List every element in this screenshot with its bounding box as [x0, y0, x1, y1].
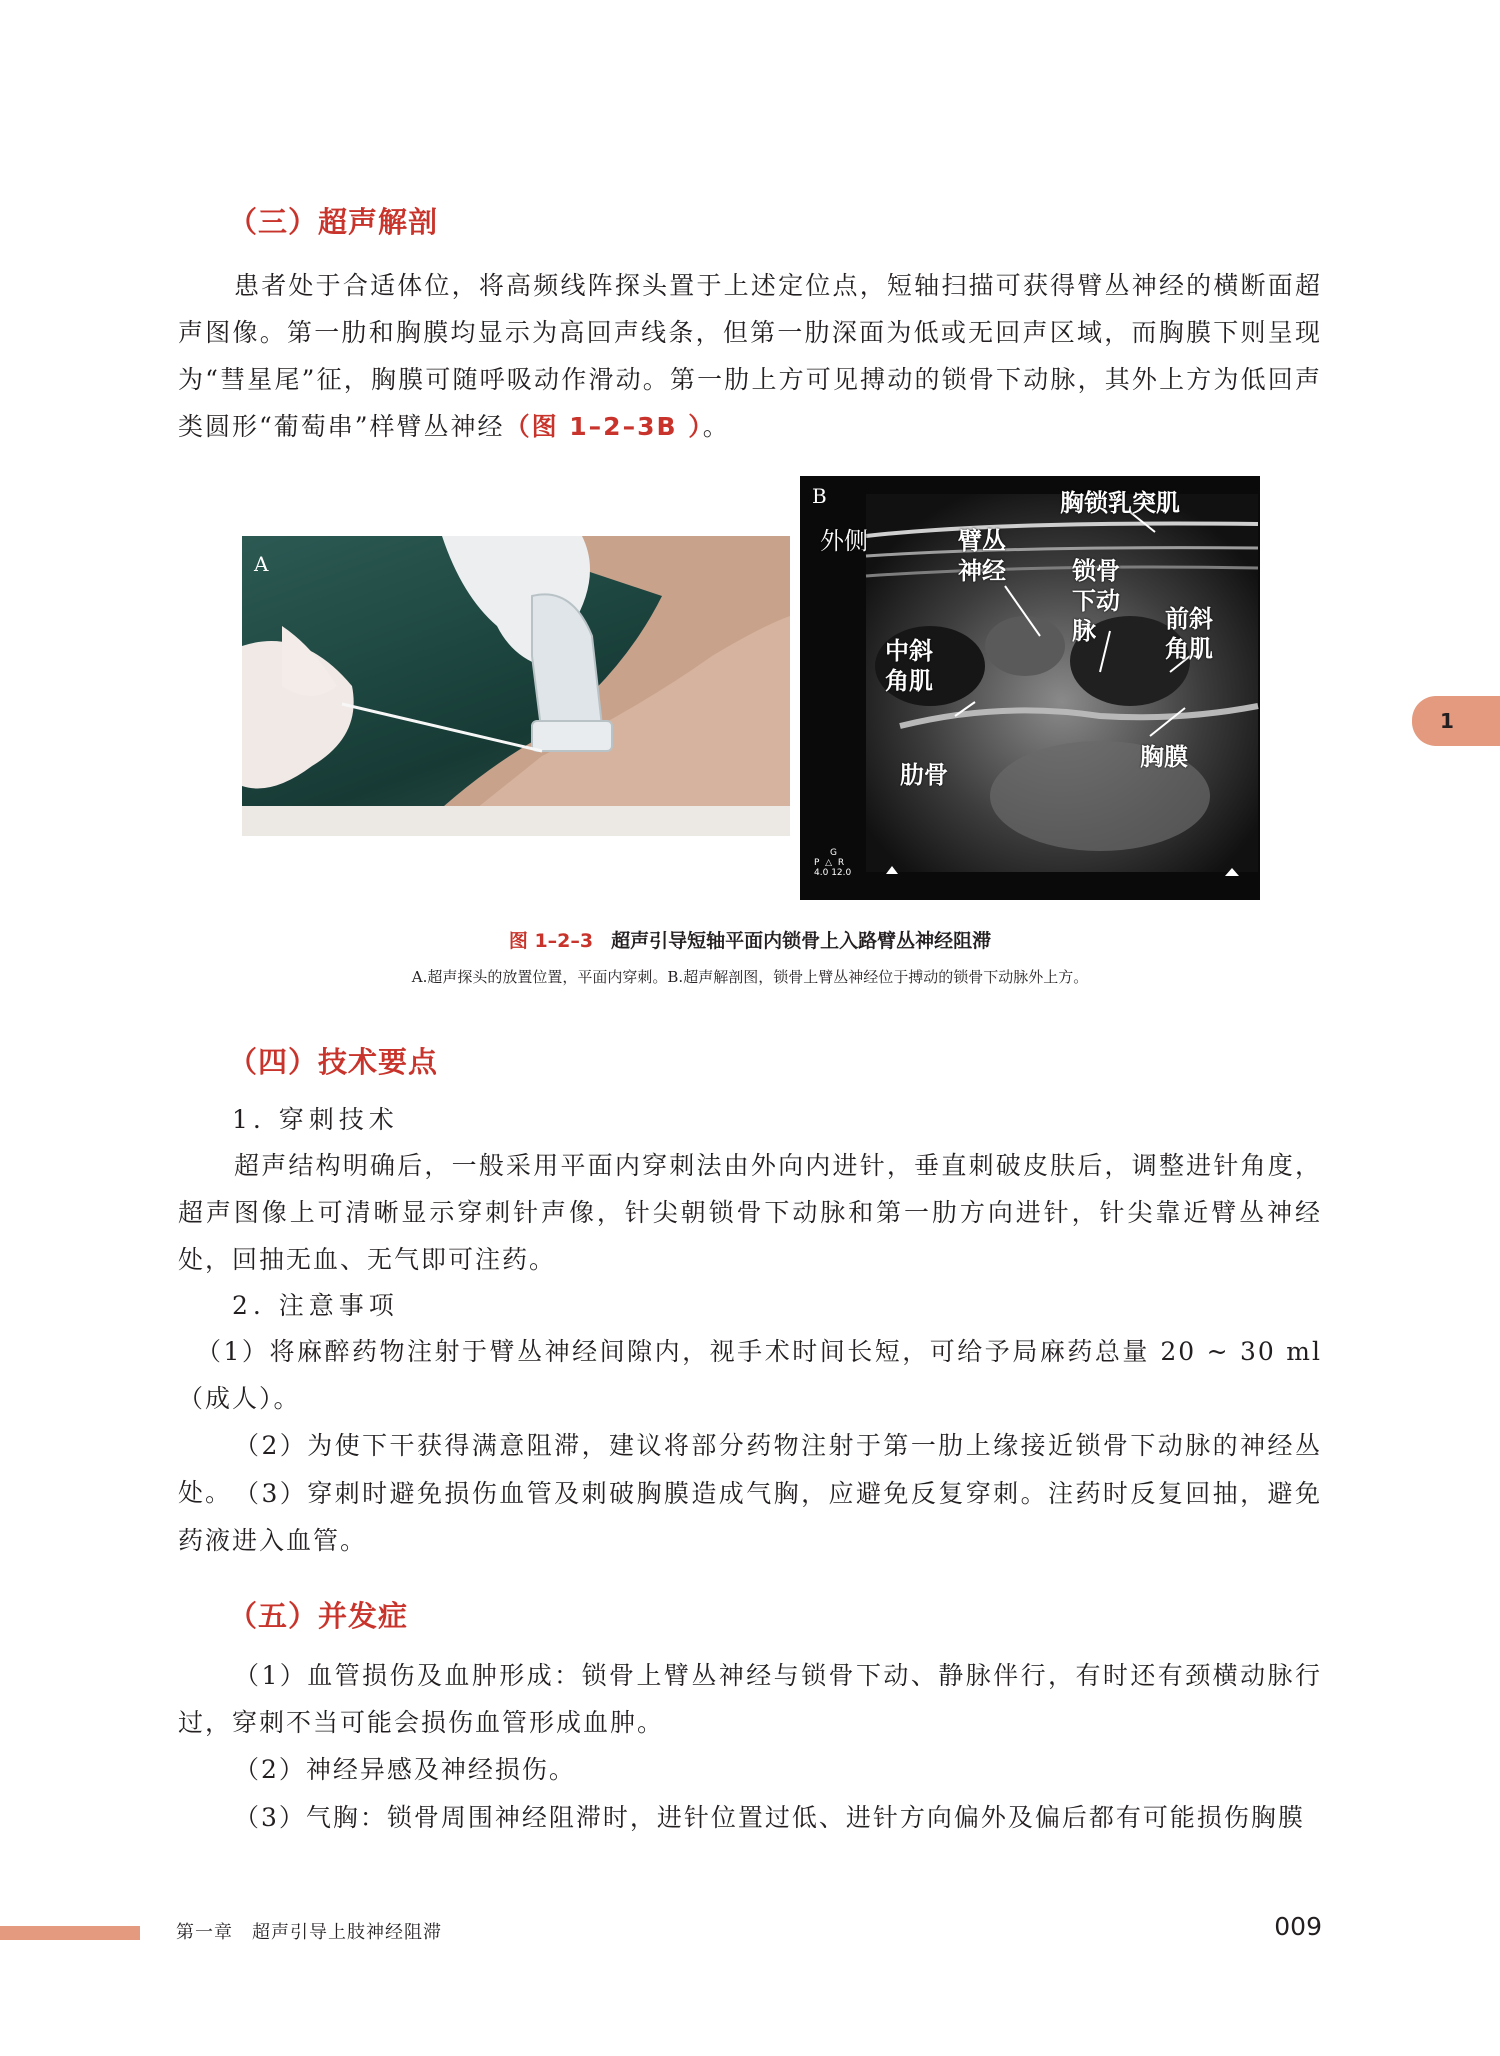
- page-number: 009: [1274, 1912, 1322, 1941]
- label-subclavian-artery: 锁骨 下动 脉: [1072, 557, 1120, 645]
- figure-caption: [0, 926, 1500, 953]
- figure-reference[interactable]: （图 1–2–3B ）: [504, 412, 703, 441]
- panel-a-letter: A: [254, 552, 269, 576]
- probe-readout: [814, 848, 851, 878]
- readout-frequency: 12.0: [831, 868, 852, 878]
- section-heading-ultrasound-anatomy: （三）超声解剖: [228, 205, 439, 239]
- complication-item-2: （2）神经异感及神经损伤。: [234, 1755, 576, 1784]
- figure-note: A.超声探头的放置位置，平面内穿刺。B.超声解剖图，锁骨上臂丛神经位于搏动的锁骨下动脉外上方。: [411, 968, 1089, 986]
- paragraph-puncture-technique: 超声结构明确后，一般采用平面内穿刺法由外向内进针，垂直刺破皮肤后，调整进针角度，超声图像上可清晰显示穿刺针声像，针尖朝锁骨下动脉和第一肋方向进针，针尖靠近臂丛神经处，回抽无血、无气即可注药。: [178, 1151, 1322, 1274]
- section-heading-technique: （四）技术要点: [228, 1045, 439, 1079]
- label-middle-scalene: 中斜 角肌: [885, 637, 933, 695]
- subheading-puncture-technique: 1. 穿刺技术: [232, 1105, 399, 1134]
- readout-depth: 4.0: [814, 868, 829, 878]
- label-anterior-scalene: 前斜 角肌: [1165, 605, 1213, 663]
- readout-p: P: [814, 858, 820, 868]
- readout-values: [814, 868, 851, 878]
- panel-b-letter: B: [812, 484, 827, 508]
- complication-item-3: （3）气胸：锁骨周围神经阻滞时，进针位置过低、进针方向偏外及偏后都有可能损伤胸膜: [234, 1803, 1305, 1832]
- footer-chapter-title: 第一章 超声引导上肢神经阻滞: [176, 1922, 442, 1943]
- figure-number: 图 1–2–3: [508, 930, 594, 952]
- label-lateral: 外侧: [820, 527, 868, 555]
- paragraph-text: 患者处于合适体位，将高频线阵探头置于上述定位点，短轴扫描可获得臂丛神经的横断面超声图像。第一肋和胸膜均显示为高回声线条，但第一肋深面为低或无回声区域，而胸膜下则呈现为“彗星尾”征，胸膜可随呼吸动作滑动。第一肋上方可见搏动的锁骨下动脉，其外上方为低回声类圆形“葡萄串”样臂丛神经: [178, 271, 1322, 441]
- paragraph-ultrasound-anatomy: [178, 262, 1322, 450]
- footer-accent-bar: [0, 1926, 140, 1940]
- ultrasound-image: [800, 476, 1260, 900]
- chapter-side-tab: 1: [1412, 696, 1500, 746]
- figure-title: 超声引导短轴平面内锁骨上入路臂丛神经阻滞: [611, 930, 992, 952]
- precaution-item-3: （3）穿刺时避免损伤血管及刺破胸膜造成气胸，应避免反复穿刺。注药时反复回抽，避免药液进入血管。: [178, 1479, 1322, 1555]
- label-sternocleidomastoid: 胸锁乳突肌: [1060, 489, 1180, 517]
- precaution-item-2: （2）为使下干获得满意阻滞，建议将部分药物注射于第一肋上缘接近锁骨下动脉的神经丛处。: [178, 1431, 1322, 1507]
- subheading-precautions: 2. 注意事项: [232, 1291, 399, 1320]
- figure-panel-a-photo: [242, 536, 790, 836]
- label-rib: 肋骨: [900, 761, 948, 789]
- section-heading-complications: （五）并发症: [228, 1599, 409, 1633]
- label-brachial-plexus: 臂丛 神经: [958, 527, 1006, 585]
- figure-panel-b-ultrasound: [800, 476, 1260, 900]
- readout-g: G: [830, 848, 837, 858]
- readout-pr: P △ R: [814, 858, 845, 868]
- precaution-item-1: （1）将麻醉药物注射于臂丛神经间隙内，视手术时间长短，可给予局麻药总量 20 ~ 30 ml（成人）。: [178, 1337, 1322, 1413]
- complication-item-1: （1）血管损伤及血肿形成：锁骨上臂丛神经与锁骨下动、静脉伴行，有时还有颈横动脉行过，穿刺不当可能会损伤血管形成血肿。: [178, 1661, 1322, 1737]
- label-pleura: 胸膜: [1140, 743, 1188, 771]
- probe-placement-illustration: [242, 536, 790, 836]
- readout-r: R: [837, 858, 845, 868]
- paragraph-end: 。: [702, 412, 730, 441]
